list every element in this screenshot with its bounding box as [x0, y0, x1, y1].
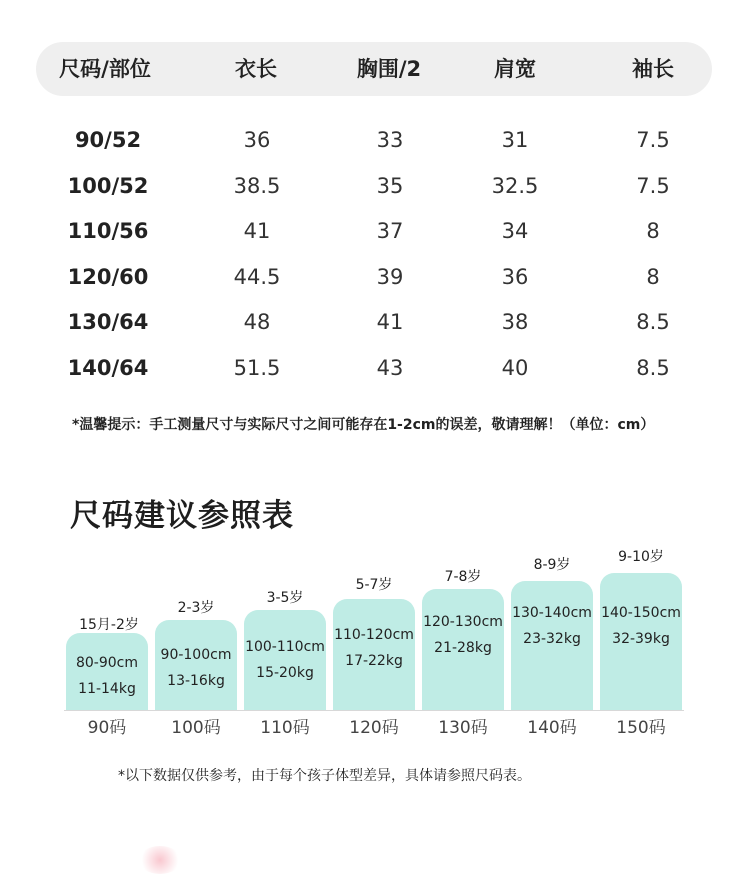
age-label: 7-8岁	[444, 569, 482, 585]
cell-length: 44.5	[233, 265, 281, 289]
weight-range: 11-14kg	[78, 681, 136, 697]
cell-sleeve: 8	[646, 219, 660, 243]
cell-chest: 43	[376, 356, 404, 380]
cell-shoulder: 34	[501, 219, 529, 243]
size-block	[333, 599, 415, 710]
cell-size: 140/64	[67, 356, 149, 380]
size-block	[155, 620, 237, 710]
table-row	[0, 348, 750, 388]
size-block	[600, 573, 682, 710]
header-sleeve: 袖长	[632, 57, 674, 81]
height-range: 110-120cm	[334, 627, 414, 643]
size-block	[422, 589, 504, 710]
weight-range: 32-39kg	[612, 631, 670, 647]
section-title: 尺码建议参照表	[70, 498, 294, 534]
header-shoulder: 肩宽	[494, 57, 536, 81]
header-chest: 胸围/2	[356, 57, 422, 81]
table-row	[0, 166, 750, 206]
cell-sleeve: 7.5	[636, 128, 670, 152]
header-length: 衣长	[235, 57, 277, 81]
table-row	[0, 211, 750, 251]
age-label: 2-3岁	[177, 600, 215, 616]
measurement-note: *温馨提示：手工测量尺寸与实际尺寸之间可能存在1-2cm的误差，敬请理解！（单位：cm）	[72, 417, 655, 433]
age-label: 15月-2岁	[79, 617, 139, 633]
height-range: 140-150cm	[601, 605, 681, 621]
cell-sleeve: 7.5	[636, 174, 670, 198]
height-range: 100-110cm	[245, 639, 325, 655]
cell-shoulder: 32.5	[491, 174, 539, 198]
cell-size: 110/56	[67, 219, 149, 243]
size-code: 150码	[616, 718, 666, 738]
cell-size: 90/52	[74, 128, 142, 152]
size-block	[244, 610, 326, 710]
size-code: 110码	[260, 718, 310, 738]
height-range: 90-100cm	[160, 647, 232, 663]
age-label: 9-10岁	[618, 549, 664, 565]
weight-range: 23-32kg	[523, 631, 581, 647]
size-code: 120码	[349, 718, 399, 738]
cell-length: 38.5	[233, 174, 281, 198]
cell-sleeve: 8	[646, 265, 660, 289]
cell-size: 100/52	[67, 174, 149, 198]
table-row	[0, 302, 750, 342]
size-code: 90码	[87, 718, 127, 738]
weight-range: 17-22kg	[345, 653, 403, 669]
cell-chest: 37	[376, 219, 404, 243]
cell-length: 41	[243, 219, 271, 243]
table-row	[0, 257, 750, 297]
cell-size: 120/60	[67, 265, 149, 289]
size-block	[66, 633, 148, 710]
age-label: 5-7岁	[355, 577, 393, 593]
table-header	[36, 42, 712, 96]
age-label: 8-9岁	[533, 557, 571, 573]
cell-length: 48	[243, 310, 271, 334]
cell-shoulder: 36	[501, 265, 529, 289]
cell-length: 36	[243, 128, 271, 152]
cell-sleeve: 8.5	[636, 310, 670, 334]
size-block	[511, 581, 593, 710]
cell-shoulder: 40	[501, 356, 529, 380]
cell-sleeve: 8.5	[636, 356, 670, 380]
age-label: 3-5岁	[266, 590, 304, 606]
table-row	[0, 120, 750, 160]
cell-chest: 39	[376, 265, 404, 289]
height-range: 130-140cm	[512, 605, 592, 621]
cell-length: 51.5	[233, 356, 281, 380]
cell-size: 130/64	[67, 310, 149, 334]
cell-chest: 33	[376, 128, 404, 152]
weight-range: 13-16kg	[167, 673, 225, 689]
cell-chest: 35	[376, 174, 404, 198]
weight-range: 15-20kg	[256, 665, 314, 681]
height-range: 120-130cm	[423, 614, 503, 630]
size-code: 140码	[527, 718, 577, 738]
header-size-part: 尺码/部位	[59, 57, 151, 81]
reference-note: *以下数据仅供参考，由于每个孩子体型差异，具体请参照尺码表。	[118, 768, 531, 784]
size-code: 130码	[438, 718, 488, 738]
cell-shoulder: 31	[501, 128, 529, 152]
cell-shoulder: 38	[501, 310, 529, 334]
cell-chest: 41	[376, 310, 404, 334]
baseline-divider	[64, 710, 684, 711]
weight-range: 21-28kg	[434, 640, 492, 656]
size-code: 100码	[171, 718, 221, 738]
decorative-blob	[138, 846, 182, 874]
height-range: 80-90cm	[75, 655, 138, 671]
